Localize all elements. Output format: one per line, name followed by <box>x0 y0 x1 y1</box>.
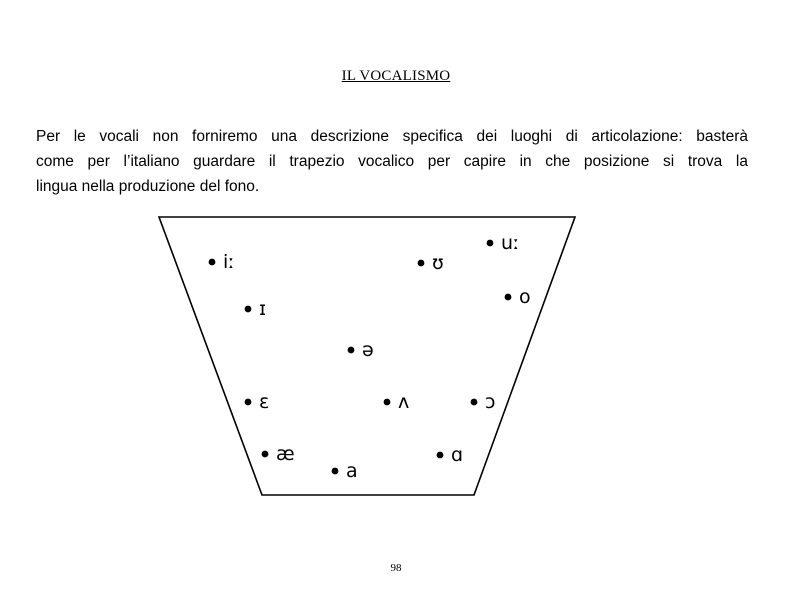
vowel-marker <box>471 391 496 413</box>
vowel-symbol: iː <box>223 251 235 273</box>
vowel-symbol: ʌ <box>398 391 410 413</box>
intro-line: Per le vocali non forniremo una descrizione specifica dei luoghi di articolazione: basterà <box>36 128 748 145</box>
page-number: 98 <box>390 562 402 574</box>
vowel-dot <box>245 306 252 313</box>
vowel-symbol: o <box>519 286 531 308</box>
vowel-symbol: a <box>346 460 358 482</box>
vowel-symbol: ʊ <box>432 252 444 274</box>
vowel-dot <box>332 468 339 475</box>
vowel-marker <box>245 298 266 320</box>
vowel-symbol: uː <box>501 232 520 254</box>
page-title: IL VOCALISMO <box>341 68 451 84</box>
vowel-marker <box>332 460 358 482</box>
vowel-symbol: æ <box>276 443 295 465</box>
vowel-marker <box>262 443 295 465</box>
vowel-dot <box>348 347 355 354</box>
vowel-dot <box>505 294 512 301</box>
intro-line: lingua nella produzione del fono. <box>36 178 260 195</box>
vowel-dot <box>437 452 444 459</box>
vowel-marker <box>418 252 444 274</box>
vowel-symbol: ɑ <box>451 444 464 466</box>
vowel-symbol: ɪ <box>259 298 267 320</box>
vowel-marker <box>245 391 270 413</box>
vowel-marker <box>505 286 531 308</box>
vowel-dot <box>487 240 494 247</box>
vowel-dot <box>262 451 269 458</box>
vowel-dot <box>245 399 252 406</box>
vowel-symbol: ə <box>362 339 374 361</box>
vowel-marker <box>487 232 520 254</box>
vowel-points <box>209 232 531 482</box>
vowel-dot <box>209 259 216 266</box>
vowel-marker <box>384 391 410 413</box>
vowel-marker <box>437 444 463 466</box>
vowel-dot <box>418 260 425 267</box>
intro-line: come per l’italiano guardare il trapezio vocalico per capire in che posizione si trova la <box>36 153 748 170</box>
vowel-marker <box>348 339 374 361</box>
vowel-marker <box>209 251 235 273</box>
vowel-dot <box>471 399 478 406</box>
vowel-symbol: ɔ <box>485 391 496 413</box>
vowel-symbol: ɛ <box>259 391 270 413</box>
vowel-dot <box>384 399 391 406</box>
